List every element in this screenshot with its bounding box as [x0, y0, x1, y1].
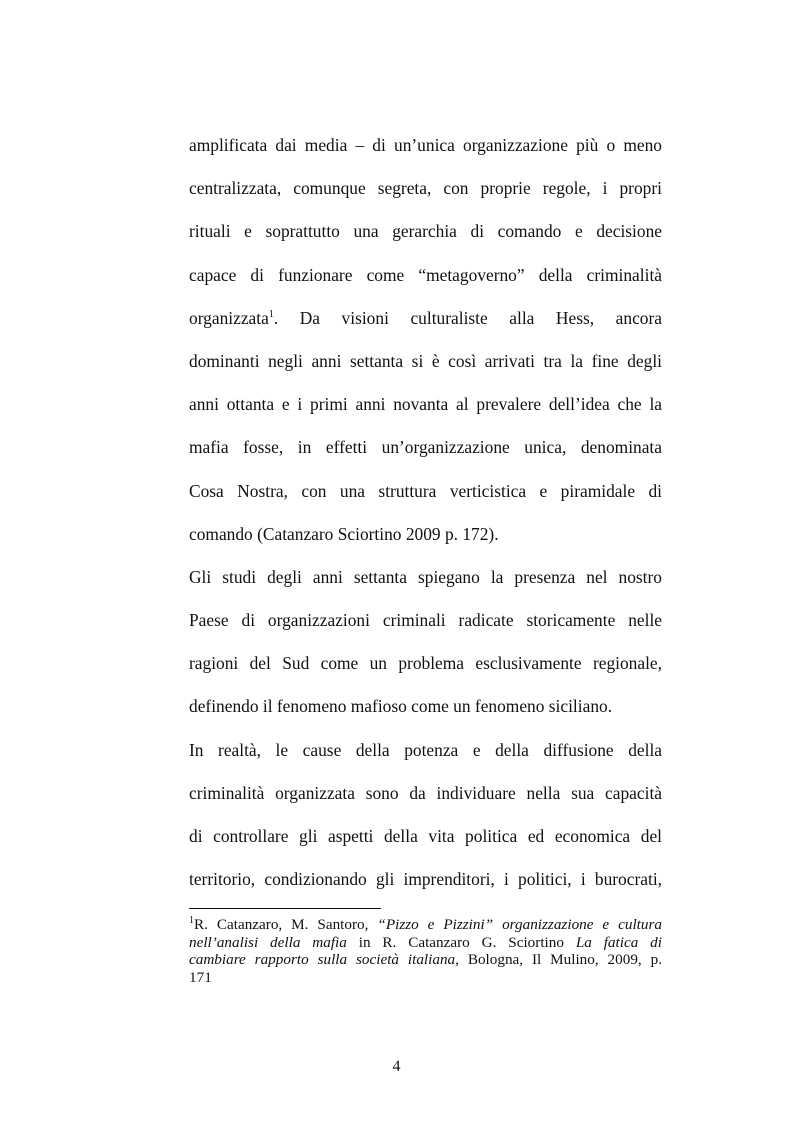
- text-line: Gli studi degli anni settanta spiegano la presenza nel nostro: [189, 566, 662, 587]
- text-line: comando (Catanzaro Sciortino 2009 p. 172).: [189, 523, 499, 544]
- text-line: territorio, condizionando gli imprenditori, i politici, i burocrati,: [189, 869, 662, 890]
- footnote-divider: [189, 908, 381, 909]
- footnote-reference[interactable]: 1: [268, 308, 274, 320]
- text-line: criminalità organizzata sono da individuare nella sua capacità: [189, 782, 662, 803]
- text-line: Paese di organizzazioni criminali radicate storicamente nelle: [189, 610, 662, 631]
- footnote-segment: in R. Catanzaro G. Sciortino: [346, 933, 576, 951]
- footnote-line: [189, 916, 662, 934]
- text-line: definendo il fenomeno mafioso come un fenomeno siciliano.: [189, 696, 613, 717]
- footnote-marker: 1: [189, 915, 194, 926]
- footnote-segment: , Bologna, Il Mulino, 2009, p.: [455, 951, 662, 969]
- text-line: dominanti negli anni settanta si è così arrivati tra la fine degli: [189, 350, 662, 371]
- text-line: mafia fosse, in effetti un’organizzazione unica, denominata: [189, 437, 662, 458]
- text-line: amplificata dai media – di un’unica organizzazione più o meno: [189, 135, 662, 155]
- text-line: Cosa Nostra, con una struttura verticistica e piramidale di: [189, 480, 662, 501]
- text-line: di controllare gli aspetti della vita politica ed economica del: [189, 826, 662, 846]
- text-segment: . Da visioni culturaliste alla Hess, ancora: [273, 307, 662, 328]
- footnote-italic-title: nell’analisi della mafia: [189, 933, 347, 951]
- footnote-line: [189, 951, 662, 969]
- text-line: In realtà, le cause della potenza e della diffusione della: [189, 739, 662, 760]
- footnote-line: 171: [189, 968, 212, 986]
- text-line: [189, 297, 662, 340]
- body-text: [189, 124, 662, 901]
- footnote: [189, 916, 662, 986]
- text-line: ragioni del Sud come un problema esclusivamente regionale,: [189, 653, 662, 674]
- footnote-italic-title: cambiare rapporto sulla società italiana: [189, 951, 456, 969]
- text-line: capace di funzionare come “metagoverno” della criminalità: [189, 264, 662, 285]
- footnote-line: [189, 934, 662, 952]
- text-line: rituali e soprattutto una gerarchia di comando e decisione: [189, 221, 662, 242]
- text-line: centralizzata, comunque segreta, con proprie regole, i propri: [189, 178, 662, 199]
- page-number: 4: [392, 1058, 401, 1075]
- footnote-italic-title: “Pizzo e Pizzini” organizzazione e cultura: [377, 916, 662, 933]
- text-line: anni ottanta e i primi anni novanta al prevalere dell’idea che la: [189, 394, 662, 415]
- text-segment: organizzata: [189, 307, 269, 328]
- footnote-segment: R. Catanzaro, M. Santoro,: [194, 916, 378, 933]
- footnote-italic-title: La fatica di: [575, 933, 662, 951]
